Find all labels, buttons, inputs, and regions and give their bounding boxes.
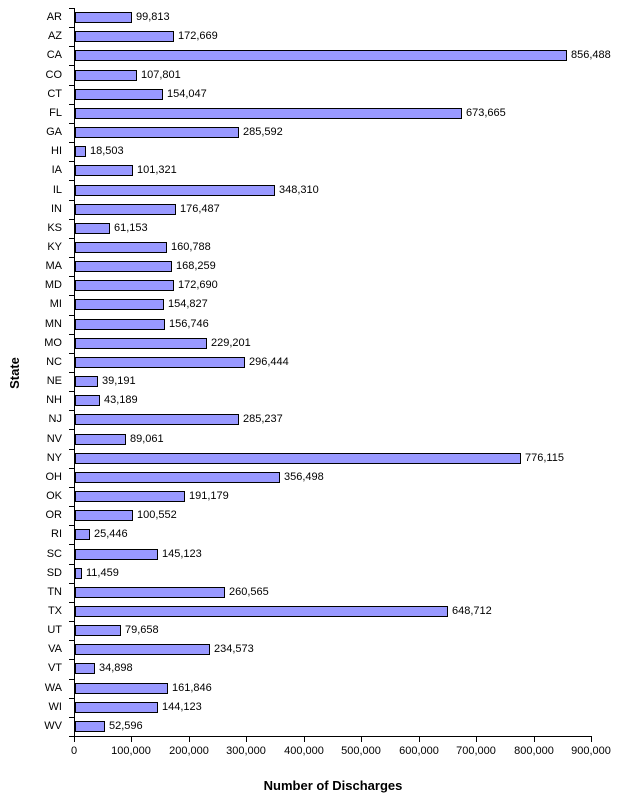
x-axis-tick xyxy=(189,737,190,742)
bar-value-label: 285,237 xyxy=(243,413,283,425)
bar xyxy=(75,70,137,81)
category-label: CO xyxy=(45,69,62,81)
y-axis-tick xyxy=(69,564,74,565)
bar-value-label: 43,189 xyxy=(104,394,138,406)
bar-value-label: 52,596 xyxy=(109,720,143,732)
y-axis-tick xyxy=(69,161,74,162)
y-axis-tick xyxy=(69,123,74,124)
bar-value-label: 107,801 xyxy=(141,69,181,81)
bar xyxy=(75,357,245,368)
x-axis-tick-label: 700,000 xyxy=(456,745,496,757)
x-axis-tick xyxy=(246,737,247,742)
category-label: MA xyxy=(45,260,62,272)
category-label: OH xyxy=(45,471,62,483)
bar xyxy=(75,395,100,406)
y-axis-tick xyxy=(69,257,74,258)
bar xyxy=(75,299,164,310)
y-axis-tick xyxy=(69,583,74,584)
category-label: MO xyxy=(44,337,62,349)
category-label: IL xyxy=(52,184,62,196)
y-axis-tick xyxy=(69,276,74,277)
x-axis-tick-label: 0 xyxy=(70,745,78,757)
category-label: TN xyxy=(47,586,62,598)
y-axis-tick xyxy=(69,487,74,488)
y-axis-tick xyxy=(69,142,74,143)
y-axis-tick xyxy=(69,621,74,622)
bar-value-label: 260,565 xyxy=(229,586,269,598)
bar xyxy=(75,146,86,157)
bar-value-label: 100,552 xyxy=(137,509,177,521)
category-label: CT xyxy=(47,88,62,100)
category-label: FL xyxy=(49,107,62,119)
bar xyxy=(75,683,168,694)
category-label: RI xyxy=(51,528,62,540)
y-axis-tick xyxy=(69,219,74,220)
category-label: NC xyxy=(46,356,62,368)
y-axis-tick xyxy=(69,717,74,718)
bar xyxy=(75,89,163,100)
y-axis-tick xyxy=(69,391,74,392)
bar-value-label: 89,061 xyxy=(130,433,164,445)
category-label: GA xyxy=(46,126,62,138)
category-label: WA xyxy=(44,682,62,694)
x-axis-title: Number of Discharges xyxy=(263,778,403,793)
category-label: CA xyxy=(46,49,62,61)
bar-value-label: 39,191 xyxy=(102,375,136,387)
bar xyxy=(75,587,225,598)
category-label: AZ xyxy=(47,30,62,42)
bar-value-label: 229,201 xyxy=(211,337,251,349)
bar xyxy=(75,50,567,61)
x-axis-tick xyxy=(131,737,132,742)
y-axis-tick xyxy=(69,180,74,181)
y-axis-tick xyxy=(69,525,74,526)
bar xyxy=(75,663,95,674)
bar-value-label: 154,047 xyxy=(167,88,207,100)
bar xyxy=(75,453,521,464)
bar xyxy=(75,280,174,291)
x-axis-tick-label: 400,000 xyxy=(284,745,324,757)
bar xyxy=(75,223,110,234)
bar-value-label: 856,488 xyxy=(571,49,611,61)
y-axis-tick xyxy=(69,200,74,201)
bar-value-label: 673,665 xyxy=(466,107,506,119)
category-label: VA xyxy=(48,643,62,655)
category-label: NY xyxy=(46,452,62,464)
bar xyxy=(75,376,98,387)
y-axis-tick xyxy=(69,85,74,86)
bar xyxy=(75,625,121,636)
bar-value-label: 156,746 xyxy=(169,318,209,330)
category-label: KY xyxy=(47,241,62,253)
bar-value-label: 101,321 xyxy=(137,164,177,176)
category-label: AR xyxy=(46,11,62,23)
bar-value-label: 61,153 xyxy=(114,222,148,234)
x-axis-tick-label: 300,000 xyxy=(226,745,266,757)
category-label: WI xyxy=(48,701,62,713)
category-label: HI xyxy=(51,145,62,157)
category-label: UT xyxy=(47,624,62,636)
bar xyxy=(75,12,132,23)
bar xyxy=(75,414,239,425)
bar xyxy=(75,606,448,617)
bar-value-label: 145,123 xyxy=(162,548,202,560)
bar xyxy=(75,721,105,732)
bar xyxy=(75,549,158,560)
y-axis-tick xyxy=(69,429,74,430)
bar xyxy=(75,529,90,540)
y-axis-tick xyxy=(69,104,74,105)
x-axis-tick-label: 100,000 xyxy=(111,745,151,757)
bar-value-label: 18,503 xyxy=(90,145,124,157)
bar xyxy=(75,491,185,502)
bar-value-label: 776,115 xyxy=(525,452,564,464)
category-label: VT xyxy=(47,662,62,674)
bar xyxy=(75,510,133,521)
y-axis-tick xyxy=(69,698,74,699)
y-axis-tick xyxy=(69,295,74,296)
bar xyxy=(75,185,275,196)
bar xyxy=(75,702,158,713)
bar xyxy=(75,204,176,215)
bar xyxy=(75,338,207,349)
x-axis-tick-label: 600,000 xyxy=(399,745,439,757)
category-label: MI xyxy=(49,298,62,310)
bar-value-label: 348,310 xyxy=(279,184,319,196)
bar-value-label: 176,487 xyxy=(180,203,220,215)
x-axis-tick-label: 200,000 xyxy=(169,745,209,757)
bar-value-label: 234,573 xyxy=(214,643,254,655)
y-axis-tick xyxy=(69,334,74,335)
x-axis-line xyxy=(74,736,592,737)
category-label: NV xyxy=(46,433,62,445)
bar-value-label: 160,788 xyxy=(171,241,211,253)
y-axis-tick xyxy=(69,353,74,354)
category-label: SD xyxy=(46,567,62,579)
bar xyxy=(75,644,210,655)
bar xyxy=(75,568,82,579)
x-axis-tick xyxy=(534,737,535,742)
bar-value-label: 34,898 xyxy=(99,662,133,674)
bar-value-label: 11,459 xyxy=(86,567,119,579)
category-label: NE xyxy=(46,375,62,387)
category-label: MD xyxy=(44,279,62,291)
category-label: SC xyxy=(46,548,62,560)
y-axis-tick xyxy=(69,468,74,469)
y-axis-tick xyxy=(69,544,74,545)
y-axis-tick xyxy=(69,65,74,66)
bar-value-label: 154,827 xyxy=(168,298,208,310)
y-axis-tick xyxy=(69,315,74,316)
category-label: WV xyxy=(44,720,62,732)
bar-value-label: 356,498 xyxy=(284,471,324,483)
y-axis-tick xyxy=(69,238,74,239)
bar-value-label: 79,658 xyxy=(125,624,159,636)
y-axis-tick xyxy=(69,449,74,450)
bar xyxy=(75,261,172,272)
bar-value-label: 285,592 xyxy=(243,126,283,138)
y-axis-tick xyxy=(69,679,74,680)
bar-value-label: 296,444 xyxy=(249,356,289,368)
x-axis-tick xyxy=(476,737,477,742)
x-axis-tick-label: 800,000 xyxy=(514,745,554,757)
y-axis-tick xyxy=(69,659,74,660)
y-axis-tick xyxy=(69,410,74,411)
bar xyxy=(75,165,133,176)
bar xyxy=(75,242,167,253)
bar xyxy=(75,108,462,119)
x-axis-tick xyxy=(74,737,75,742)
x-axis-tick-label: 900,000 xyxy=(571,745,611,757)
category-label: TX xyxy=(47,605,62,617)
bar xyxy=(75,31,174,42)
bar-value-label: 99,813 xyxy=(136,11,170,23)
bar-value-label: 144,123 xyxy=(162,701,202,713)
x-axis-tick xyxy=(361,737,362,742)
category-label: NJ xyxy=(48,413,62,425)
category-label: OK xyxy=(46,490,62,502)
y-axis-tick xyxy=(69,8,74,9)
x-axis-tick xyxy=(591,737,592,742)
y-axis-tick xyxy=(69,506,74,507)
bar-value-label: 25,446 xyxy=(94,528,128,540)
bar-value-label: 172,690 xyxy=(178,279,218,291)
x-axis-tick xyxy=(419,737,420,742)
bar xyxy=(75,319,165,330)
category-label: MN xyxy=(44,318,62,330)
category-label: NH xyxy=(46,394,62,406)
x-axis-tick xyxy=(304,737,305,742)
y-axis-title: State xyxy=(7,357,22,389)
bar xyxy=(75,127,239,138)
bar-value-label: 191,179 xyxy=(189,490,229,502)
category-label: IN xyxy=(51,203,62,215)
y-axis-tick xyxy=(69,640,74,641)
y-axis-tick xyxy=(69,372,74,373)
category-label: OR xyxy=(45,509,62,521)
category-label: KS xyxy=(47,222,62,234)
x-axis-tick-label: 500,000 xyxy=(341,745,381,757)
bar xyxy=(75,472,280,483)
y-axis-tick xyxy=(69,27,74,28)
bar-value-label: 172,669 xyxy=(178,30,218,42)
y-axis-tick xyxy=(69,602,74,603)
bar-value-label: 648,712 xyxy=(452,605,492,617)
bar-value-label: 168,259 xyxy=(176,260,216,272)
bar-value-label: 161,846 xyxy=(172,682,212,694)
category-label: IA xyxy=(51,164,62,176)
y-axis-tick xyxy=(69,46,74,47)
bar xyxy=(75,434,126,445)
